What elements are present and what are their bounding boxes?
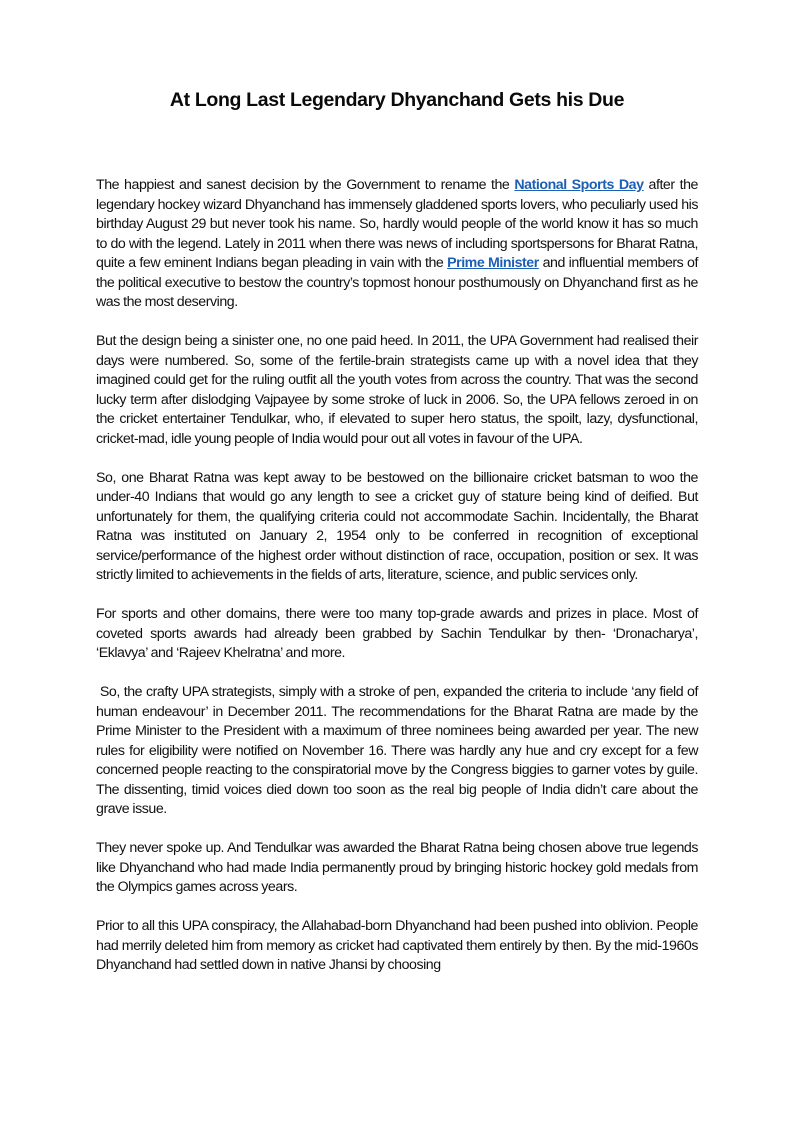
paragraph-4: For sports and other domains, there were too many top-grade awards and prizes in place. Most of coveted sports awards had already been grabbed by Sachin Tendulkar by then- ‘Dronacharya’, ‘Eklavya’ and ‘Rajeev Khelratna’ and more. [96, 606, 698, 661]
paragraph-text: and influential members of the political executive to bestow the country’s topmost honour posthumously on Dhyanchand first as he was the most deserving. [96, 255, 698, 310]
paragraph-text: after the legendary hockey wizard Dhyanchand has immensely gladdened sports lovers, who peculiarly used his birthday August 29 but never took his name. So, hardly would people of the world know it has so much to do with the legend. Lately in 2011 when there was news of including sportspersons for Bharat Ratna, quite a few eminent Indians began pleading in vain with the [96, 177, 698, 271]
paragraph-7: Prior to all this UPA conspiracy, the Allahabad-born Dhyanchand had been pushed into oblivion. People had merrily deleted him from memory as cricket had captivated them entirely by then. By the mid-1960s Dhyanchand had settled down in native Jhansi by choosing [96, 918, 698, 973]
paragraph-2: But the design being a sinister one, no one paid heed. In 2011, the UPA Government had realised their days were numbered. So, some of the fertile-brain strategists came up with a novel idea that they imagined could get for the ruling outfit all the youth votes from across the country. That was the second lucky term after dislodging Vajpayee by some stroke of luck in 2006. So, the UPA fellows zeroed in on the cricket entertainer Tendulkar, who, if elevated to super hero status, the spoilt, lazy, dysfunctional, cricket-mad, idle young people of India would pour out all votes in favour of the UPA. [96, 333, 698, 447]
article-body [96, 176, 698, 995]
prime-minister-link[interactable]: Prime Minister [447, 255, 539, 271]
paragraph-text: The happiest and sanest decision by the Government to rename the [96, 177, 515, 193]
paragraph-6: They never spoke up. And Tendulkar was awarded the Bharat Ratna being chosen above true legends like Dhyanchand who had made India permanently proud by bringing historic hockey gold medals from the Olympics games across years. [96, 840, 698, 895]
article-title: At Long Last Legendary Dhyanchand Gets his Due [169, 89, 625, 111]
paragraph-5: So, the crafty UPA strategists, simply with a stroke of pen, expanded the criteria to include ‘any field of human endeavour’ in December 2011. The recommendations for the Bharat Ratna are made by the Prime Minister to the President with a maximum of three nominees being awarded per year. The new rules for eligibility were notified on November 16. There was hardly any hue and cry except for a few concerned people reacting to the conspiratorial move by the Congress biggies to garner votes by guile. The dissenting, timid voices died down too soon as the real big people of India didn’t care about the grave issue. [96, 684, 698, 817]
paragraph-3: So, one Bharat Ratna was kept away to be bestowed on the billionaire cricket batsman to woo the under-40 Indians that would go any length to see a cricket guy of stature being kind of deified. But unfortunately for them, the qualifying criteria could not accommodate Sachin. Incidentally, the Bharat Ratna was instituted on January 2, 1954 only to be conferred in recognition of exceptional service/performance of the highest order without distinction of race, occupation, position or sex. It was strictly limited to achievements in the fields of arts, literature, science, and public services only. [96, 469, 698, 583]
paragraph-1 [96, 176, 698, 313]
national-sports-day-link[interactable]: National Sports Day [514, 177, 644, 193]
